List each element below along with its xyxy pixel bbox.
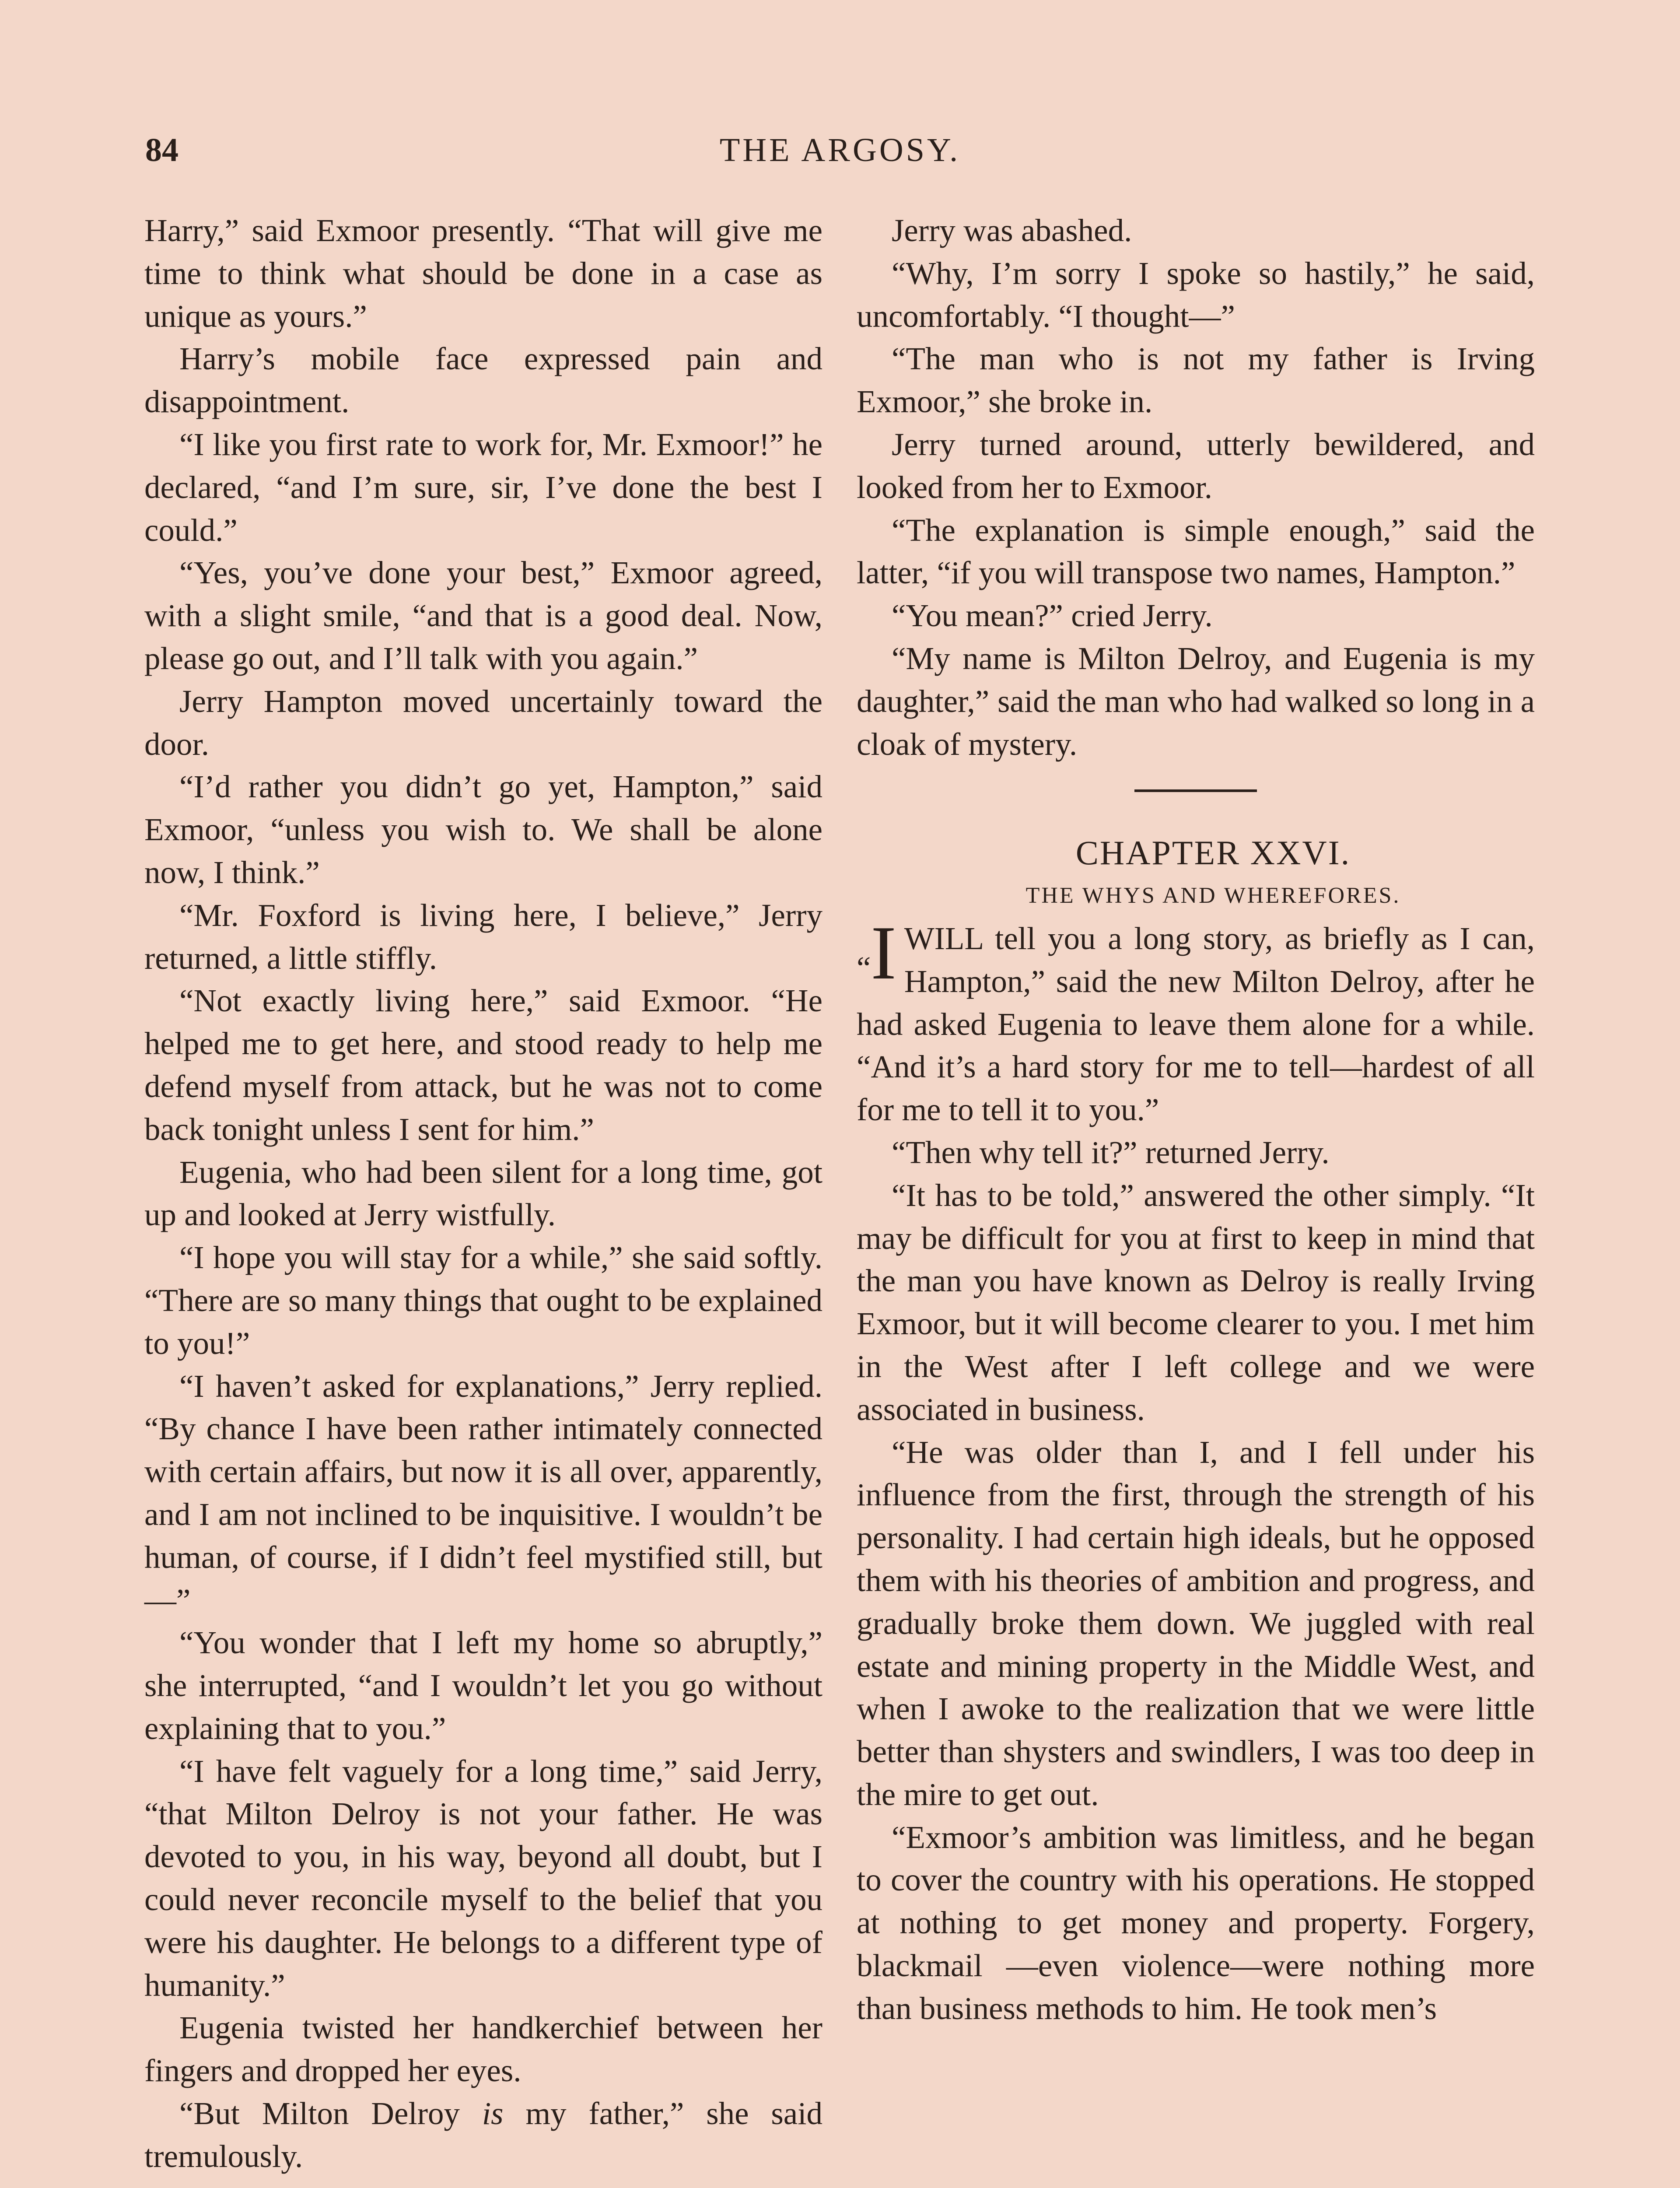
paragraph: “Why, I’m sorry I spoke so hastily,” he said, uncomfortably. “I thought—” <box>857 255 1535 334</box>
emphasis: is <box>482 2096 504 2132</box>
drop-cap <box>857 910 904 1001</box>
right-column <box>857 209 1535 2030</box>
paragraph: “The man who is not my father is Irving Exmoor,” she broke in. <box>857 341 1535 420</box>
paragraph: Harry,” said Exmoor presently. “That will give me time to think what should be done in a case as unique as yours.” <box>144 213 822 334</box>
paragraph: “My name is Milton Delroy, and Eugenia is my daughter,” said the man who had walked so long in a cloak of mystery. <box>857 640 1535 762</box>
running-head: THE ARGOSY. <box>719 132 961 168</box>
paragraph: “Yes, you’ve done your best,” Exmoor agreed, with a slight smile, “and that is a good deal. Now, please go out, and I’ll talk with you again.” <box>144 555 822 676</box>
chapter-title: CHAPTER XXVI. <box>1075 834 1351 872</box>
chapter-first-paragraph <box>857 910 1535 1131</box>
paragraph: “I like you first rate to work for, Mr. Exmoor!” he declared, “and I’m sure, sir, I’ve done the best I could.” <box>144 426 822 548</box>
paragraph: “Then why tell it?” returned Jerry. <box>892 1134 1330 1170</box>
page-number: 84 <box>145 132 178 168</box>
paragraph: “I haven’t asked for explanations,” Jerry replied. “By chance I have been rather intimately connected with certain affairs, but now it is all over, apparently, and I am not inclined to be inquisitive. I wouldn’t be human, of course, if I didn’t feel mystified still, but—” <box>144 1368 822 1618</box>
chapter-subtitle: THE WHYS AND WHEREFORES. <box>1026 883 1401 908</box>
open-quote: “ <box>857 950 871 985</box>
paragraph: “Exmoor’s ambition was limitless, and he began to cover the country with his operations. He stopped at nothing to get money and property. Forgery, blackmail —even violence—were nothing more than business methods to him. He took men’s <box>857 1819 1535 2026</box>
left-column <box>144 209 822 2178</box>
paragraph: “The explanation is simple enough,” said the latter, “if you will transpose two names, Hampton.” <box>857 512 1535 591</box>
paragraph: “Mr. Foxford is living here, I believe,” Jerry returned, a little stiffly. <box>144 897 822 976</box>
paragraph: Harry’s mobile face expressed pain and disappointment. <box>144 341 822 420</box>
paragraph: “He was older than I, and I fell under his influence from the first, through the strength of his personality. I had certain high ideals, but he opposed them with his theories of ambition and progress, and gradually broke them down. We juggled with real estate and mining property in the Middle West, and when I awoke to the realization that we were little better than shysters and swindlers, I was too deep in the mire to get out. <box>857 1434 1535 1812</box>
paragraph: Jerry Hampton moved uncertainly toward the door. <box>144 683 822 762</box>
paragraph: “I hope you will stay for a while,” she said softly. “There are so many things that ought to be explained to you!” <box>144 1240 822 1361</box>
paragraph-last <box>144 2092 822 2178</box>
paragraph: “You mean?” cried Jerry. <box>892 598 1213 634</box>
paragraph: Eugenia twisted her handkerchief between her fingers and dropped her eyes. <box>144 2010 822 2089</box>
paragraph: “I’d rather you didn’t go yet, Hampton,” said Exmoor, “unless you wish to. We shall be alone now, I think.” <box>144 769 822 890</box>
section-divider <box>1134 789 1257 792</box>
text-run: my father,” she said tremulously. <box>144 2096 822 2174</box>
paragraph: “Not exactly living here,” said Exmoor. “He helped me to get here, and stood ready to help me defend myself from attack, but he was not to come back tonight unless I sent for him.” <box>144 983 822 1147</box>
text-run: “But Milton Delroy <box>179 2096 482 2132</box>
paragraph: Jerry turned around, utterly bewildered, and looked from her to Exmoor. <box>857 426 1535 505</box>
paragraph: “It has to be told,” answered the other simply. “It may be difficult for you at first to keep in mind that the man you have known as Delroy is really Irving Exmoor, but it will become clearer to you. I met him in the West after I left college and we were associated in business. <box>857 1177 1535 1427</box>
paragraph: Jerry was abashed. <box>892 213 1132 248</box>
paragraph: Eugenia, who had been silent for a long time, got up and looked at Jerry wistfully. <box>144 1154 822 1233</box>
drop-cap-letter: I <box>871 910 896 995</box>
text-run: WILL tell you a long story, as briefly as I can, Hampton,” said the new Milton Delroy, after he had asked Eugenia to leave them alone for a while. “And it’s a hard story for me to tell—hardest of all for me to tell it to you.” <box>857 920 1535 1128</box>
paragraph: “I have felt vaguely for a long time,” said Jerry, “that Milton Delroy is not your father. He was devoted to you, in his way, beyond all doubt, but I could never reconcile myself to the belief that you were his daughter. He belongs to a different type of humanity.” <box>144 1753 822 2003</box>
paragraph: “You wonder that I left my home so abruptly,” she interrupted, “and I wouldn’t let you go without explaining that to you.” <box>144 1625 822 1746</box>
